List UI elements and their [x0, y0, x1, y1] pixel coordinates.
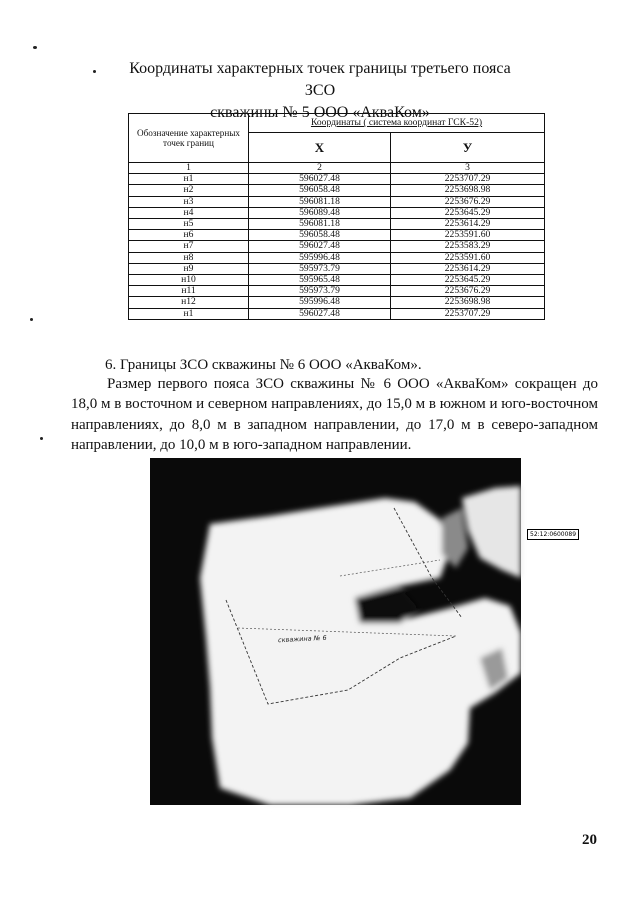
table-row	[129, 230, 545, 241]
table-cell-x: 595965.48	[249, 275, 391, 286]
table-row	[129, 185, 545, 196]
table-row	[129, 275, 545, 286]
scan-speck	[40, 437, 43, 440]
table-cell-y: 2253707.29	[391, 308, 545, 319]
table-cell-y: 2253645.29	[391, 207, 545, 218]
column-number: 1	[129, 163, 249, 174]
table-cell-point: н2	[129, 185, 249, 196]
coordinates-table	[128, 113, 545, 320]
cadastral-number-label: 52:12:0600089	[527, 529, 579, 540]
y-column-header: У	[391, 133, 545, 163]
table-row	[129, 297, 545, 308]
column-number: 2	[249, 163, 391, 174]
table-cell-y: 2253591.60	[391, 230, 545, 241]
table-cell-point: н1	[129, 308, 249, 319]
table-cell-x: 596027.48	[249, 174, 391, 185]
table-cell-x: 596027.48	[249, 241, 391, 252]
coordinates-system-header: Координаты ( система координат ГСК-52)	[249, 114, 545, 133]
table-row	[129, 286, 545, 297]
well-label: скважина № 6	[277, 633, 327, 645]
scan-speck	[30, 318, 33, 321]
table-cell-x: 596081.18	[249, 219, 391, 230]
map-light-area	[462, 486, 521, 578]
table-cell-x: 596058.48	[249, 185, 391, 196]
table-row	[129, 196, 545, 207]
table-cell-y: 2253707.29	[391, 174, 545, 185]
table-cell-point: н12	[129, 297, 249, 308]
point-column-header: Обозначение характерных точек границ	[129, 114, 249, 163]
table-cell-x: 595996.48	[249, 297, 391, 308]
table-row	[129, 241, 545, 252]
table-cell-y: 2253698.98	[391, 297, 545, 308]
title-line-2: скважины № 5 ООО «АкваКом»	[210, 104, 430, 121]
section-body: Размер первого пояса ЗСО скважины № 6 ООО «АкваКом» сокращен до 18,0 м в восточном и северном направлениях, до 15,0 м в южном и юго-восточном направлениях, до 8,0 м в западном направлении, до 17,0 м в северо-западном направлении, до 10,0 м в юго-западном направлении.	[71, 376, 598, 453]
column-number: 3	[391, 163, 545, 174]
table-row	[129, 219, 545, 230]
map-graphic	[150, 458, 521, 805]
table-cell-point: н6	[129, 230, 249, 241]
table-cell-y: 2253676.29	[391, 286, 545, 297]
x-column-header: X	[249, 133, 391, 163]
scan-speck	[33, 46, 37, 49]
table-cell-point: н1	[129, 174, 249, 185]
scan-speck	[93, 70, 96, 73]
table-cell-x: 595973.79	[249, 263, 391, 274]
table-cell-x: 596089.48	[249, 207, 391, 218]
title-line-1: Координаты характерных точек границы третьего пояса ЗСО	[129, 60, 511, 99]
table-cell-x: 596027.48	[249, 308, 391, 319]
well-zone-map	[150, 458, 577, 805]
table-cell-point: н3	[129, 196, 249, 207]
table-cell-x: 595973.79	[249, 286, 391, 297]
table-row	[129, 263, 545, 274]
table-cell-point: н4	[129, 207, 249, 218]
table-cell-y: 2253676.29	[391, 196, 545, 207]
table-cell-y: 2253614.29	[391, 263, 545, 274]
table-cell-point: н10	[129, 275, 249, 286]
table-cell-x: 596058.48	[249, 230, 391, 241]
table-cell-y: 2253614.29	[391, 219, 545, 230]
table-row	[129, 308, 545, 319]
table-cell-point: н9	[129, 263, 249, 274]
table-cell-x: 596081.18	[249, 196, 391, 207]
table-cell-y: 2253591.60	[391, 252, 545, 263]
map-light-area	[200, 498, 521, 805]
table-row	[129, 174, 545, 185]
table-cell-y: 2253583.29	[391, 241, 545, 252]
table-cell-x: 595996.48	[249, 252, 391, 263]
table-row	[129, 252, 545, 263]
table-cell-point: н11	[129, 286, 249, 297]
page-number: 20	[582, 832, 597, 848]
table-cell-y: 2253645.29	[391, 275, 545, 286]
table-cell-y: 2253698.98	[391, 185, 545, 196]
table-cell-point: н5	[129, 219, 249, 230]
table-row	[129, 207, 545, 218]
table-cell-point: н8	[129, 252, 249, 263]
table-cell-point: н7	[129, 241, 249, 252]
section-heading: 6. Границы ЗСО скважины № 6 ООО «АкваКом».	[105, 357, 422, 373]
